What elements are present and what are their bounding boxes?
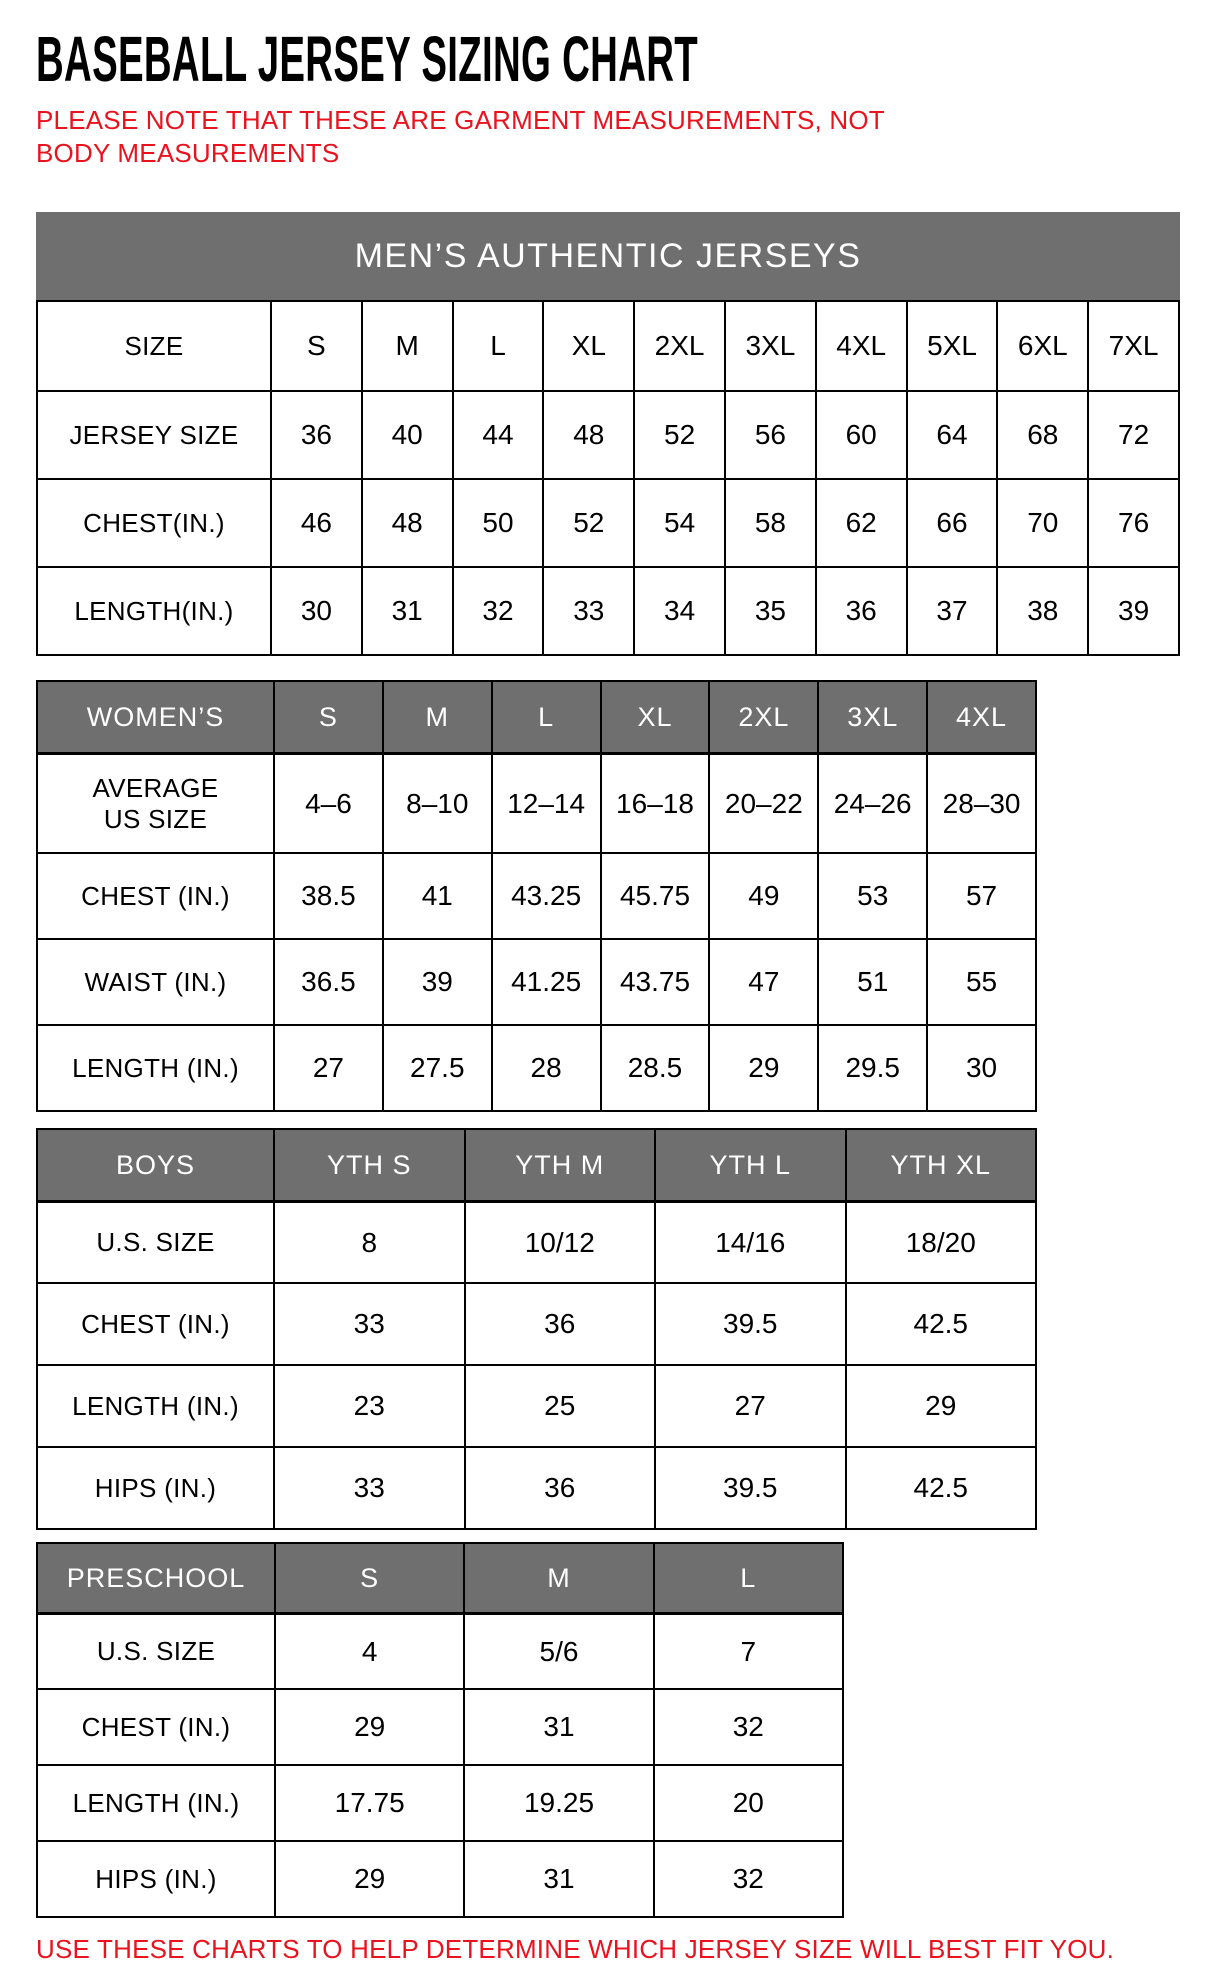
womens-row-2-cell-3: 43.75 (600, 938, 709, 1024)
preschool-row-2-cell-2: 20 (653, 1764, 842, 1840)
preschool-row-3-label: HIPS (IN.) (38, 1840, 274, 1916)
womens-row-1-cell-4: 49 (708, 852, 817, 938)
footer-text: USE THESE CHARTS TO HELP DETERMINE WHICH JERSEY SIZE WILL BEST FIT YOU. (36, 1934, 1115, 1964)
preschool-row-1 (38, 1688, 842, 1764)
boys-row-1-cell-1: 36 (464, 1282, 655, 1364)
mens-row-2-cell-4: 54 (633, 478, 724, 566)
mens-row-0-cell-3: XL (542, 302, 633, 390)
womens-header-size-0: S (273, 682, 382, 752)
boys-table (36, 1128, 1037, 1530)
womens-row-3-cell-6: 30 (926, 1024, 1035, 1110)
mens-row-0-cell-8: 6XL (996, 302, 1087, 390)
womens-row-3-cell-4: 29 (708, 1024, 817, 1110)
womens-row-1-label: CHEST (IN.) (38, 852, 273, 938)
mens-row-3-cell-0: 30 (270, 566, 361, 654)
preschool-row-1-cell-1: 31 (463, 1688, 652, 1764)
mens-banner: MEN’S AUTHENTIC JERSEYS (36, 212, 1180, 300)
boys-row-2-cell-2: 27 (654, 1364, 845, 1446)
womens-row-0-cell-5: 24–26 (817, 752, 926, 852)
womens-row-0-label-lines (93, 773, 219, 835)
womens-row-0-cell-3: 16–18 (600, 752, 709, 852)
womens-header-size-6: 4XL (926, 682, 1035, 752)
preschool-header-label: PRESCHOOL (38, 1544, 274, 1612)
boys-row-2-cell-3: 29 (845, 1364, 1036, 1446)
mens-row-2-cell-5: 58 (724, 478, 815, 566)
boys-row-3 (38, 1446, 1035, 1528)
mens-row-0-cell-6: 4XL (815, 302, 906, 390)
mens-row-0 (38, 302, 1178, 390)
preschool-table (36, 1542, 844, 1918)
womens-row-2 (38, 938, 1035, 1024)
boys-row-0-cell-2: 14/16 (654, 1200, 845, 1282)
mens-row-1-cell-6: 60 (815, 390, 906, 478)
preschool-row-1-cell-0: 29 (274, 1688, 463, 1764)
womens-row-3-cell-3: 28.5 (600, 1024, 709, 1110)
mens-row-0-cell-7: 5XL (906, 302, 997, 390)
womens-row-2-cell-0: 36.5 (273, 938, 382, 1024)
mens-row-1-cell-0: 36 (270, 390, 361, 478)
mens-table (36, 212, 1180, 656)
preschool-row-1-cell-2: 32 (653, 1688, 842, 1764)
preschool-row-3-cell-1: 31 (463, 1840, 652, 1916)
boys-row-3-cell-0: 33 (273, 1446, 464, 1528)
womens-header-size-3: XL (600, 682, 709, 752)
womens-header-label: WOMEN’S (38, 682, 273, 752)
boys-header-size-2: YTH L (654, 1130, 845, 1200)
womens-header-size-4: 2XL (708, 682, 817, 752)
womens-row-1-cell-1: 41 (382, 852, 491, 938)
womens-row-2-cell-1: 39 (382, 938, 491, 1024)
preschool-row-1-label: CHEST (IN.) (38, 1688, 274, 1764)
mens-row-0-cell-5: 3XL (724, 302, 815, 390)
preschool-header-size-1: M (463, 1544, 652, 1612)
mens-row-3-cell-5: 35 (724, 566, 815, 654)
mens-row-0-cell-9: 7XL (1087, 302, 1178, 390)
boys-row-3-cell-1: 36 (464, 1446, 655, 1528)
womens-row-3-label: LENGTH (IN.) (38, 1024, 273, 1110)
boys-row-2-cell-1: 25 (464, 1364, 655, 1446)
mens-row-1-cell-9: 72 (1087, 390, 1178, 478)
mens-row-1-cell-7: 64 (906, 390, 997, 478)
mens-row-1-cell-4: 52 (633, 390, 724, 478)
boys-header-size-0: YTH S (273, 1130, 464, 1200)
boys-row-0 (38, 1200, 1035, 1282)
boys-row-3-cell-3: 42.5 (845, 1446, 1036, 1528)
boys-row-2-label: LENGTH (IN.) (38, 1364, 273, 1446)
mens-grid (36, 300, 1180, 656)
mens-row-3-cell-8: 38 (996, 566, 1087, 654)
mens-row-0-cell-0: S (270, 302, 361, 390)
page-title-text: BASEBALL JERSEY SIZING CHART (36, 23, 699, 95)
mens-row-1-cell-2: 44 (452, 390, 543, 478)
preschool-row-3 (38, 1840, 842, 1916)
womens-row-1-cell-3: 45.75 (600, 852, 709, 938)
mens-row-1-label: JERSEY SIZE (38, 390, 270, 478)
womens-row-2-cell-4: 47 (708, 938, 817, 1024)
garment-measurements-note: PLEASE NOTE THAT THESE ARE GARMENT MEASUREMENTS, NOT BODY MEASUREMENTS (36, 105, 885, 168)
boys-grid (36, 1128, 1037, 1530)
preschool-row-0 (38, 1612, 842, 1688)
boys-header-size-1: YTH M (464, 1130, 655, 1200)
womens-row-0-cell-6: 28–30 (926, 752, 1035, 852)
preschool-row-0-label: U.S. SIZE (38, 1612, 274, 1688)
womens-row-1-cell-0: 38.5 (273, 852, 382, 938)
womens-row-1 (38, 852, 1035, 938)
preschool-row-2-cell-0: 17.75 (274, 1764, 463, 1840)
mens-row-1-cell-1: 40 (361, 390, 452, 478)
womens-row-0-cell-2: 12–14 (491, 752, 600, 852)
boys-row-2 (38, 1364, 1035, 1446)
preschool-row-2 (38, 1764, 842, 1840)
mens-row-1-cell-3: 48 (542, 390, 633, 478)
mens-row-0-cell-1: M (361, 302, 452, 390)
womens-row-1-cell-5: 53 (817, 852, 926, 938)
womens-row-3-cell-2: 28 (491, 1024, 600, 1110)
mens-row-3-cell-3: 33 (542, 566, 633, 654)
mens-row-2-label: CHEST(IN.) (38, 478, 270, 566)
womens-row-3-cell-5: 29.5 (817, 1024, 926, 1110)
womens-row-2-cell-2: 41.25 (491, 938, 600, 1024)
womens-row-3-cell-0: 27 (273, 1024, 382, 1110)
preschool-row-2-label: LENGTH (IN.) (38, 1764, 274, 1840)
mens-row-3-cell-2: 32 (452, 566, 543, 654)
boys-row-2-cell-0: 23 (273, 1364, 464, 1446)
mens-row-3-cell-9: 39 (1087, 566, 1178, 654)
mens-row-2-cell-3: 52 (542, 478, 633, 566)
womens-row-0-label-line: AVERAGE (92, 772, 219, 803)
mens-row-2-cell-9: 76 (1087, 478, 1178, 566)
womens-header-size-1: M (382, 682, 491, 752)
womens-header-size-5: 3XL (817, 682, 926, 752)
boys-row-3-label: HIPS (IN.) (38, 1446, 273, 1528)
preschool-grid (36, 1542, 844, 1918)
womens-row-2-label: WAIST (IN.) (38, 938, 273, 1024)
mens-row-2-cell-2: 50 (452, 478, 543, 566)
mens-row-1-cell-5: 56 (724, 390, 815, 478)
womens-row-0 (38, 752, 1035, 852)
boys-row-0-cell-0: 8 (273, 1200, 464, 1282)
boys-header-label: BOYS (38, 1130, 273, 1200)
preschool-row-3-cell-0: 29 (274, 1840, 463, 1916)
mens-row-0-cell-2: L (452, 302, 543, 390)
womens-header-row (38, 682, 1035, 752)
preschool-header-size-0: S (274, 1544, 463, 1612)
mens-row-3-cell-7: 37 (906, 566, 997, 654)
womens-row-3-cell-1: 27.5 (382, 1024, 491, 1110)
mens-row-0-cell-4: 2XL (633, 302, 724, 390)
mens-row-1-cell-8: 68 (996, 390, 1087, 478)
womens-header-size-2: L (491, 682, 600, 752)
womens-row-0-label (38, 752, 273, 852)
womens-row-1-cell-2: 43.25 (491, 852, 600, 938)
womens-row-0-cell-1: 8–10 (382, 752, 491, 852)
mens-row-3-label: LENGTH(IN.) (38, 566, 270, 654)
mens-row-0-label: SIZE (38, 302, 270, 390)
mens-row-1 (38, 390, 1178, 478)
mens-row-3-cell-6: 36 (815, 566, 906, 654)
womens-row-0-cell-4: 20–22 (708, 752, 817, 852)
boys-header-size-3: YTH XL (845, 1130, 1036, 1200)
boys-row-0-cell-3: 18/20 (845, 1200, 1036, 1282)
preschool-row-0-cell-2: 7 (653, 1612, 842, 1688)
womens-row-2-cell-5: 51 (817, 938, 926, 1024)
boys-row-1-cell-2: 39.5 (654, 1282, 845, 1364)
womens-table (36, 680, 1037, 1112)
mens-row-3 (38, 566, 1178, 654)
mens-row-2-cell-6: 62 (815, 478, 906, 566)
preschool-row-0-cell-0: 4 (274, 1612, 463, 1688)
womens-grid (36, 680, 1037, 1112)
boys-row-1-cell-0: 33 (273, 1282, 464, 1364)
preschool-row-3-cell-2: 32 (653, 1840, 842, 1916)
mens-row-2-cell-1: 48 (361, 478, 452, 566)
preschool-header-row (38, 1544, 842, 1612)
boys-row-1-cell-3: 42.5 (845, 1282, 1036, 1364)
womens-row-1-cell-6: 57 (926, 852, 1035, 938)
womens-row-0-cell-0: 4–6 (273, 752, 382, 852)
mens-row-2-cell-8: 70 (996, 478, 1087, 566)
womens-row-3 (38, 1024, 1035, 1110)
womens-row-0-label-line: US SIZE (103, 803, 208, 834)
mens-row-2 (38, 478, 1178, 566)
womens-row-2-cell-6: 55 (926, 938, 1035, 1024)
mens-row-3-cell-1: 31 (361, 566, 452, 654)
boys-row-1 (38, 1282, 1035, 1364)
mens-row-2-cell-0: 46 (270, 478, 361, 566)
boys-row-3-cell-2: 39.5 (654, 1446, 845, 1528)
preschool-row-2-cell-1: 19.25 (463, 1764, 652, 1840)
mens-row-3-cell-4: 34 (633, 566, 724, 654)
boys-header-row (38, 1130, 1035, 1200)
preschool-row-0-cell-1: 5/6 (463, 1612, 652, 1688)
boys-row-1-label: CHEST (IN.) (38, 1282, 273, 1364)
mens-row-2-cell-7: 66 (906, 478, 997, 566)
boys-row-0-label: U.S. SIZE (38, 1200, 273, 1282)
boys-row-0-cell-1: 10/12 (464, 1200, 655, 1282)
preschool-header-size-2: L (653, 1544, 842, 1612)
page-title (36, 23, 1184, 95)
